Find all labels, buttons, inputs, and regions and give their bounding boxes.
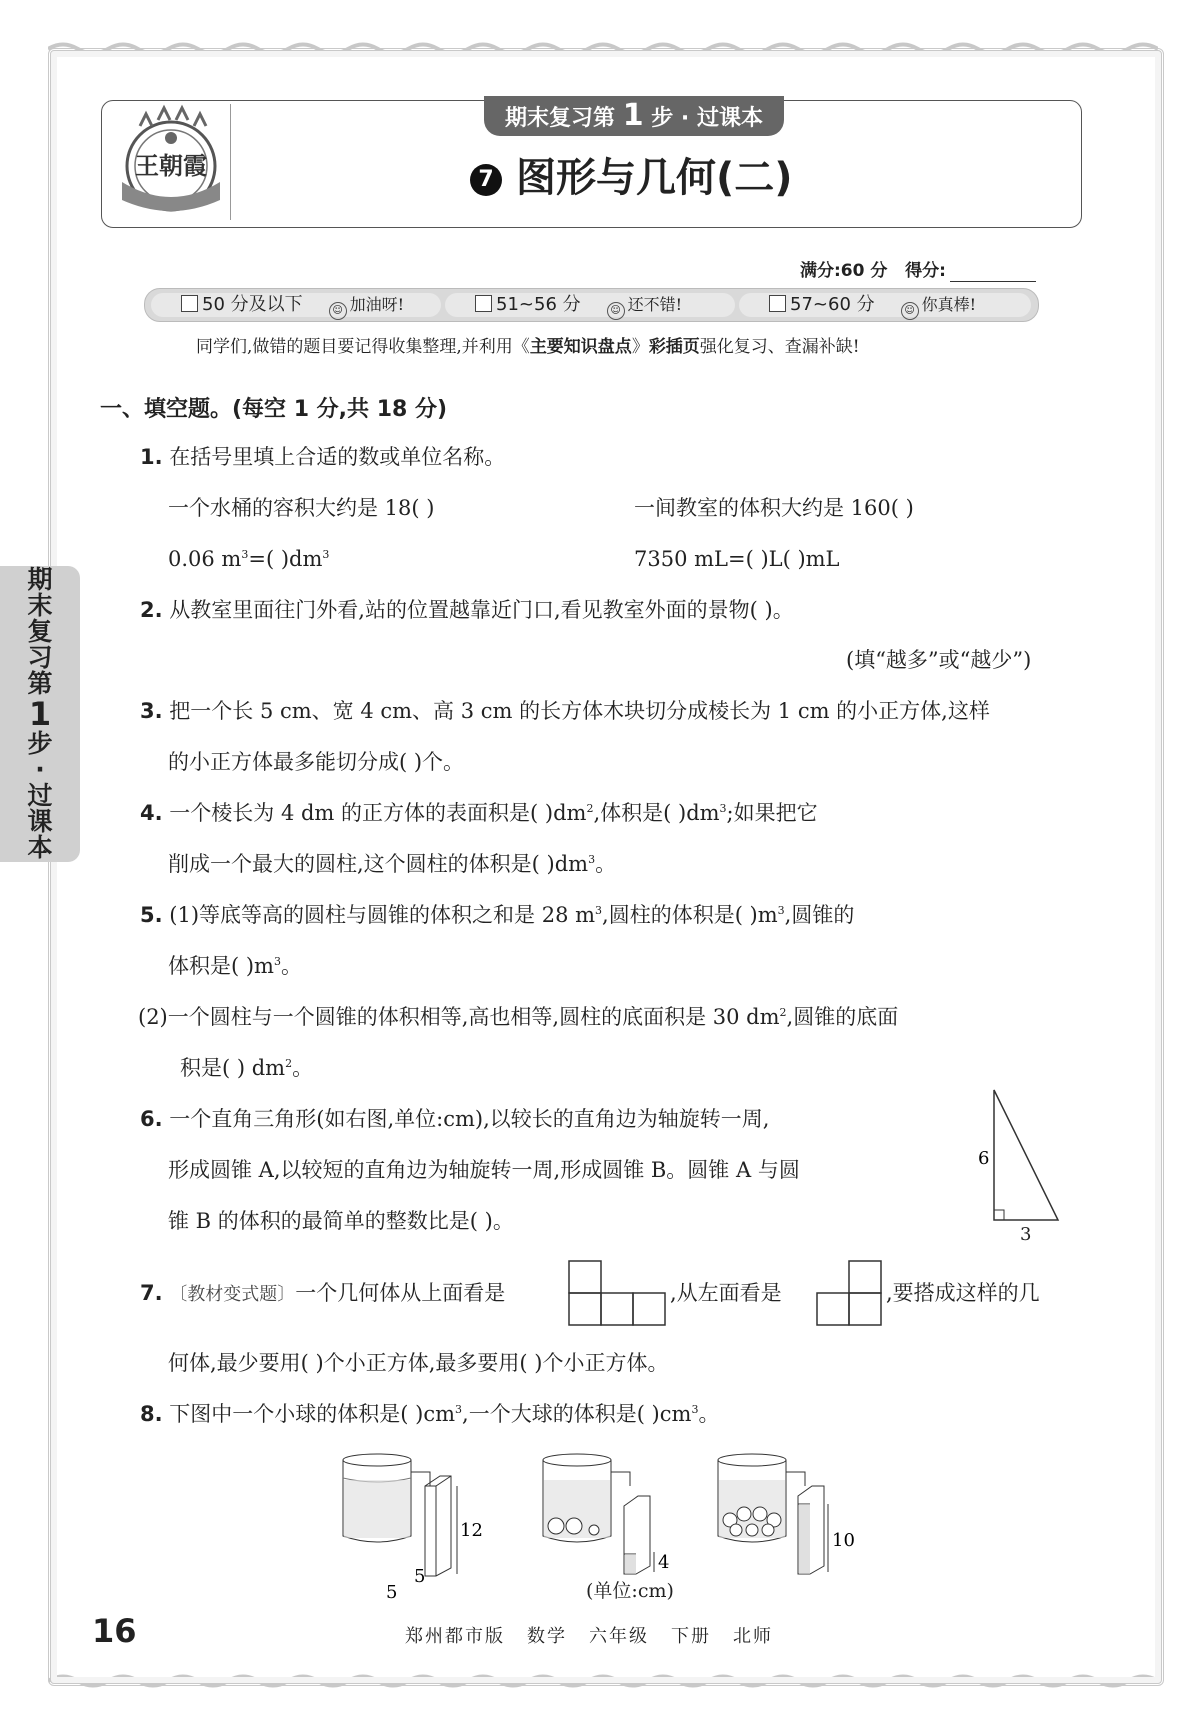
question-1d: 7350 mL=( )L( )mL — [634, 547, 840, 571]
checkbox[interactable] — [769, 295, 786, 312]
question-7-line1c: ,要搭成这样的几 — [886, 1281, 1040, 1305]
question-1a: 一个水桶的容积大约是 18( ) — [168, 496, 435, 520]
question-7-line2: 何体,最少要用( )个小正方体,最多要用( )个小正方体。 — [168, 1351, 669, 1375]
question-2: 2. 从教室里面往门外看,站的位置越靠近门口,看见教室外面的景物( )。 — [140, 598, 794, 622]
beaker1-depth-label: 5 — [414, 1566, 426, 1587]
step-banner — [484, 96, 784, 136]
right-triangle-figure — [972, 1088, 1062, 1228]
rating-option-1[interactable]: 50 分及以下 ☺ 加油呀! — [151, 293, 441, 317]
question-4-line1: 4. 一个棱长为 4 dm 的正方体的表面积是( )$dm^2$,体积是( )$dm^3$;如果把它 — [140, 801, 818, 825]
beaker-1 — [343, 1454, 483, 1603]
page-footer: 郑州都市版 数学 六年级 下册 北师 — [405, 1626, 773, 1647]
score-blank[interactable] — [950, 261, 1036, 282]
top-view-grid-figure — [568, 1260, 668, 1326]
study-notice: 同学们,做错的题目要记得收集整理,并利用《主要知识盘点》彩插页强化复习、查漏补缺! — [196, 337, 860, 357]
question-6-line1: 6. 一个直角三角形(如右图,单位:cm),以较长的直角边为轴旋转一周, — [140, 1107, 770, 1131]
left-view-grid-figure — [816, 1260, 884, 1326]
beaker-3 — [718, 1454, 855, 1574]
chapter-title — [470, 148, 870, 208]
question-5-line2: 体积是( )$m^3$。 — [168, 954, 302, 978]
smiley-face-icon: ☺ — [607, 302, 625, 320]
question-5-line1: 5. (1)等底等高的圆柱与圆锥的体积之和是 28 $m^3$,圆柱的体积是( )$m^3$,圆锥的 — [140, 903, 855, 927]
beaker1-height-label: 12 — [460, 1520, 483, 1541]
svg-text:王朝霞: 王朝霞 — [135, 151, 207, 180]
got-score-label: 得分: — [905, 261, 946, 281]
checkbox[interactable] — [181, 295, 198, 312]
banner-step-number: 1 — [622, 98, 644, 133]
question-7-line1b: ,从左面看是 — [670, 1281, 782, 1305]
publisher-logo-icon — [112, 104, 230, 220]
self-rating-bar — [144, 288, 1039, 322]
rating-option-2[interactable]: 51~56 分 ☺ 还不错! — [445, 293, 735, 317]
question-5-line4: 积是( ) $dm^2$。 — [180, 1056, 314, 1080]
logo-divider — [230, 104, 231, 220]
question-3-line2: 的小正方体最多能切分成( )个。 — [168, 750, 465, 774]
side-step-tab: 期 末 复 习 第 1 步 · 过 课 本 — [0, 566, 80, 862]
question-6-line3: 锥 B 的体积的最简单的整数比是( )。 — [168, 1209, 514, 1233]
question-1c: 0.06 $m^3=$( )$dm^3$ — [168, 547, 330, 571]
triangle-short-leg-label: 3 — [1020, 1224, 1032, 1245]
triangle-long-leg-label: 6 — [978, 1148, 990, 1169]
unit-caption: (单位:cm) — [586, 1580, 674, 1602]
page-number: 16 — [92, 1612, 137, 1650]
smiley-face-icon: ☺ — [901, 302, 919, 320]
banner-suffix: 步 · 过课本 — [651, 106, 763, 131]
smiley-face-icon: ☺ — [329, 302, 347, 320]
beaker3-height-label: 10 — [832, 1530, 855, 1551]
rating-option-3[interactable]: 57~60 分 ☺ 你真棒! — [739, 293, 1031, 317]
question-6-line2: 形成圆锥 A,以较短的直角边为轴旋转一周,形成圆锥 B。圆锥 A 与圆 — [168, 1158, 800, 1182]
full-score-label: 满分:60 分 — [800, 261, 888, 281]
score-line — [800, 256, 1040, 282]
question-5-line3: (2)一个圆柱与一个圆锥的体积相等,高也相等,圆柱的底面积是 30 $dm^2$,圆锥的底面 — [138, 1005, 899, 1029]
beaker1-width-label: 5 — [386, 1582, 398, 1603]
section-heading: 一、填空题。(每空 1 分,共 18 分) — [100, 397, 448, 422]
question-3-line1: 3. 把一个长 5 cm、宽 4 cm、高 3 cm 的长方体木块切分成棱长为 1 cm 的小正方体,这样 — [140, 699, 990, 723]
question-2-hint: (填“越多”或“越少”) — [846, 648, 1032, 672]
question-1-stem: 1. 在括号里填上合适的数或单位名称。 — [140, 445, 506, 469]
chapter-title-text: 图形与几何(二) — [516, 155, 793, 201]
beaker2-rise-label: 4 — [658, 1552, 670, 1573]
question-4-line2: 削成一个最大的圆柱,这个圆柱的体积是( )$dm^3$。 — [168, 852, 617, 876]
banner-prefix: 期末复习第 — [505, 106, 616, 131]
chapter-number-badge: 7 — [470, 164, 502, 196]
checkbox[interactable] — [475, 295, 492, 312]
beaker-2 — [543, 1454, 669, 1574]
question-7-line1a: 7. 〔教材变式题〕一个几何体从上面看是 — [140, 1281, 506, 1305]
question-1b: 一间教室的体积大约是 160( ) — [634, 496, 914, 520]
question-8-line1: 8. 下图中一个小球的体积是( )$cm^3$,一个大球的体积是( )$cm^3$。 — [140, 1402, 720, 1426]
